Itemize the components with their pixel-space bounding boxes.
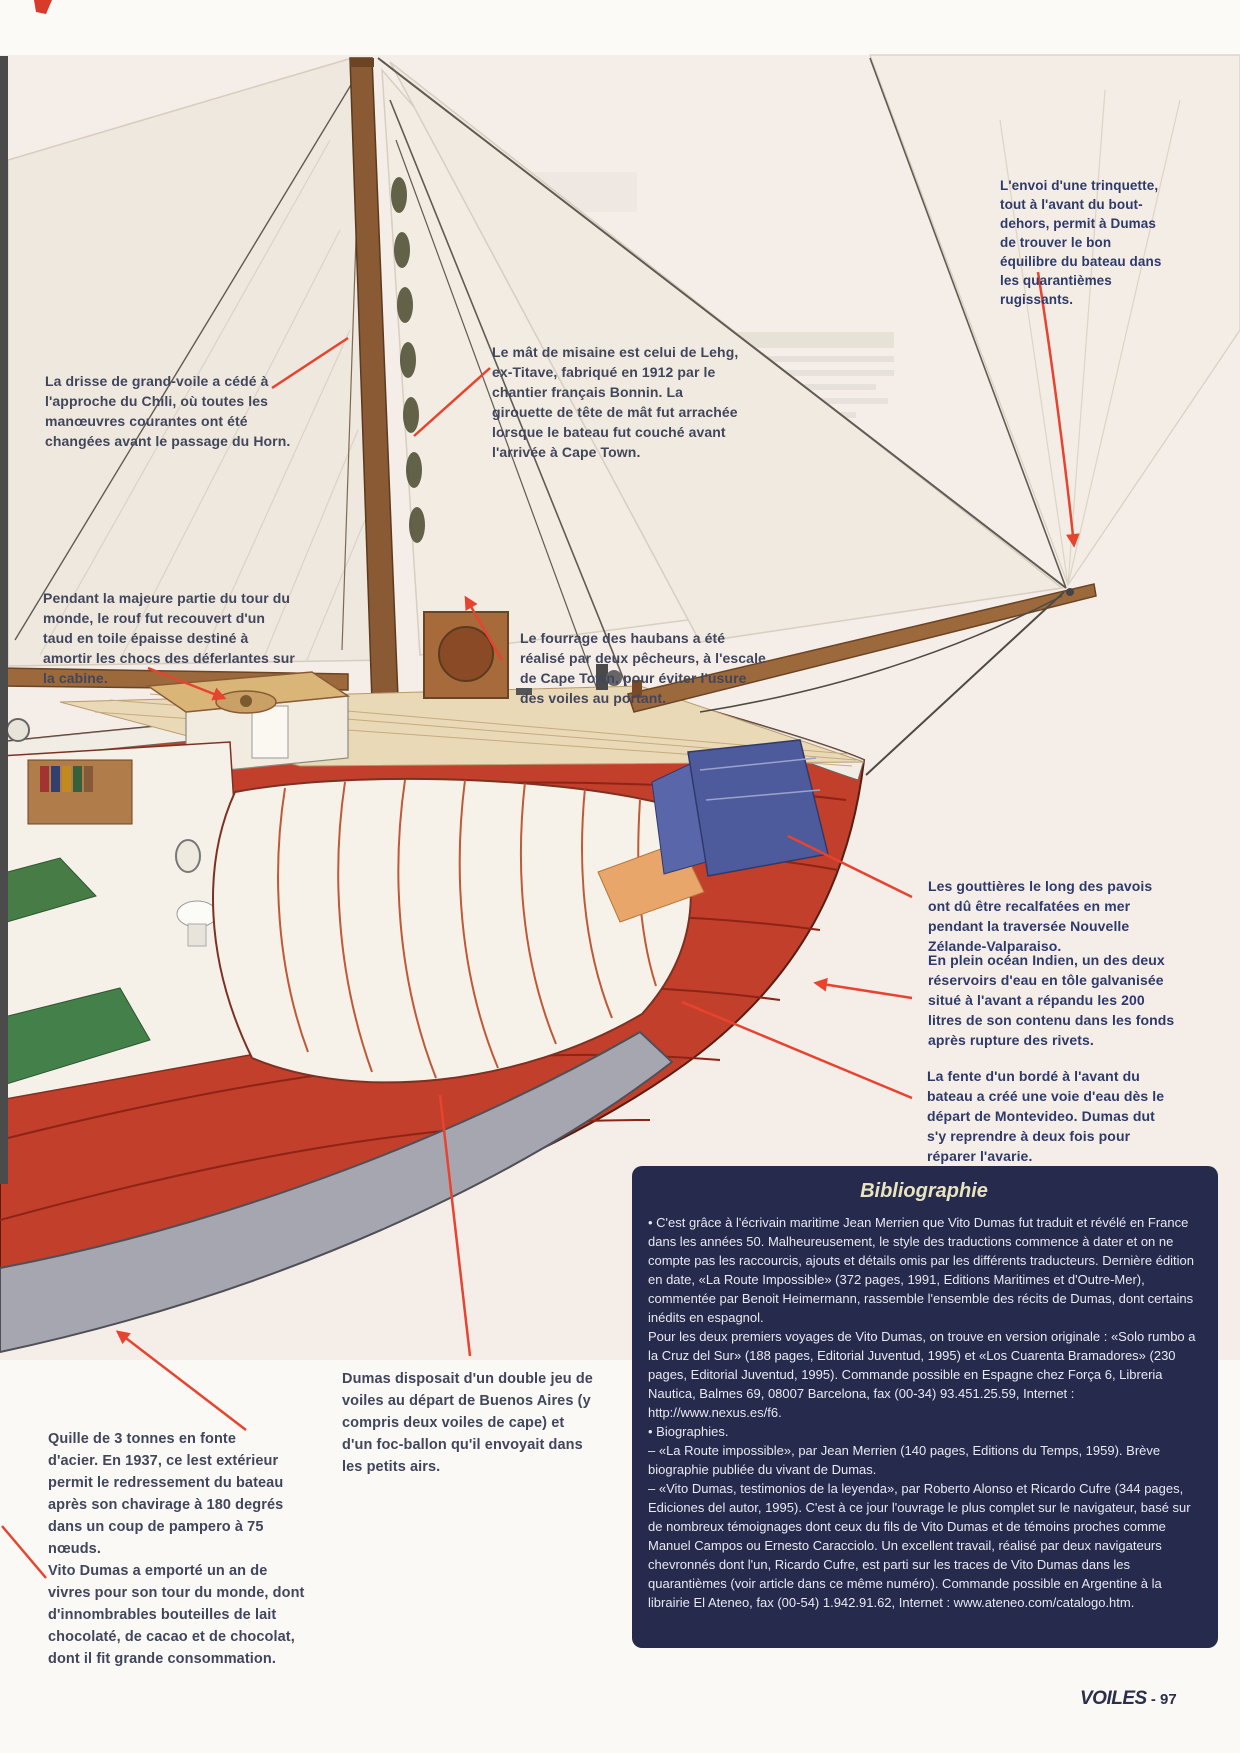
bibliography-paragraph: – «La Route impossible», par Jean Merrien (140 pages, Editions du Temps, 1959). Brève biographie publiée du vivant de Dumas. xyxy=(648,1443,1161,1477)
bulkhead-porthole xyxy=(176,840,200,872)
annotation-fente-borde: La fente d'un bordé à l'avant du bateau a créé une voie d'eau dès le départ de Montevideo. Dumas dut s'y reprendre à deux fois pour réparer l'avarie. xyxy=(927,1068,1165,1164)
page-footer xyxy=(1080,1688,1177,1710)
masthead-fitting xyxy=(350,58,374,67)
bibliography-paragraph: Pour les deux premiers voyages de Vito Dumas, on trouve en version originale : «Solo rumbo a la Cruz del Sur» (188 pages, Editorial Juventud, 1995) et «Los Cuarenta Bramadores» (230 pages, Editorial Juventud, 1995). Commande possible en Espagne chez Força 6, Libreria Nautica, Balmes 69, 08007 Barcelona, fax (00-34) 93.451.25.59, Internet : http://www.nexus.es/f6. xyxy=(648,1329,1196,1420)
bibliography-paragraph: • Biographies. xyxy=(648,1424,729,1439)
bibliography-paragraph: • C'est grâce à l'écrivain maritime Jean Merrien que Vito Dumas fut traduit et révélé en France dans les années 50. Malheureusement, le style des traductions commence à dater et on ne compte pas les raccourcis, ajouts et détails omis par les différents traducteurs. Dernière édition en date, «La Route Impossible» (372 pages, 1991, Editions Maritimes et d'Outre-Mer), commentée par Benoit Heimermann, rassemble l'ensemble des récits de Dumas, dont certains inédits en espagnol. xyxy=(648,1215,1195,1325)
mainsail-shape xyxy=(8,58,386,666)
bibliography-box xyxy=(632,1166,1218,1648)
annotation-rouf-taud: Pendant la majeure partie du tour du monde, le rouf fut recouvert d'un taud en toile épaisse destiné à amortir les chocs des déferlantes sur la cabine. xyxy=(43,590,295,686)
annotation-trinquette: L'envoi d'une trinquette, tout à l'avant du bout-dehors, permit à Dumas de trouver le bon équilibre du bateau dans les quarantièmes rugissants. xyxy=(1000,178,1162,307)
page-number: - 97 xyxy=(1146,1691,1177,1708)
bowsprit-tip-fitting xyxy=(1066,588,1074,596)
annotation-fourrage-haubans: Le fourrage des haubans a été réalisé par deux pêcheurs, à l'escale de Cape Town, pour éviter l'usure des voiles au portant. xyxy=(520,630,766,706)
annotation-gouttieres: Les gouttières le long des pavois ont dû être recalfatées en mer pendant la traversée Nouvelle Zélande-Valparaiso. xyxy=(928,878,1153,954)
bibliography-paragraph: – «Vito Dumas, testimonios de la leyenda», par Roberto Alonso et Ricardo Cufre (344 pages, Ediciones del autor, 1995). C'est à ce jour l'ouvrage le plus complet sur le navigateur, basé sur de nombreux témoignages dont ceux du fils de Vito Dumas et de témoins proches comme Manuel Campos ou Ernesto Caracciolo. Un excellent travail, réalisé par deux navigateurs chevronnés dont l'un, Ricardo Cufre, est parti sur les traces de Vito Dumas dans les quarantièmes (voir article dans ce même numéro). Commande possible en Argentine à la librairie El Ateneo, fax (00-54) 1.942.91.62, Internet : www.ateneo.com/catalogo.htm. xyxy=(648,1481,1191,1610)
magazine-logo: VOILES xyxy=(1080,1688,1147,1709)
companionway-panel xyxy=(424,612,508,698)
annotation-double-jeu-voiles: Dumas disposait d'un double jeu de voiles au départ de Buenos Aires (y compris deux voiles de cape) et d'un foc-ballon qu'il envoyait dans les petits airs. xyxy=(342,1371,593,1475)
page-edge-bar xyxy=(0,56,8,1184)
bibliography-title: Bibliographie xyxy=(860,1180,988,1202)
roof-vent xyxy=(240,695,252,707)
annotation-drisse: La drisse de grand-voile a cédé à l'approche du Chili, où toutes les manœuvres courantes ont été changées avant le passage du Horn. xyxy=(45,373,291,449)
toilet xyxy=(177,901,217,927)
top-margin xyxy=(0,0,1240,55)
annotation-quille: Quille de 3 tonnes en fonte d'acier. En 1937, ce lest extérieur permit le redressement du bateau après son chavirage à 180 degrés dans un coup de pampero à 75 nœuds. xyxy=(48,1431,284,1557)
porthole xyxy=(7,719,29,741)
annotation-vivres: Vito Dumas a emporté un an de vivres pour son tour du monde, dont d'innombrables bouteilles de lait chocolaté, de cacao et de chocolat, dont il fit grande consommation. xyxy=(48,1563,305,1667)
toilet-pedestal xyxy=(188,924,206,946)
annotation-mat-misaine: Le mât de misaine est celui de Lehg, ex-Titave, fabriqué en 1912 par le chantier français Bonnin. La girouette de tête de mât fut arrachée lorsque le bateau fut couché avant l'arrivée à Cape Town. xyxy=(492,344,739,460)
annotation-reservoirs: En plein océan Indien, un des deux réservoirs d'eau en tôle galvanisée situé à l'avant a répandu les 200 litres de son contenu dans les fonds après rupture des rivets. xyxy=(928,952,1175,1048)
books xyxy=(40,766,93,792)
cabin-door xyxy=(252,706,288,758)
